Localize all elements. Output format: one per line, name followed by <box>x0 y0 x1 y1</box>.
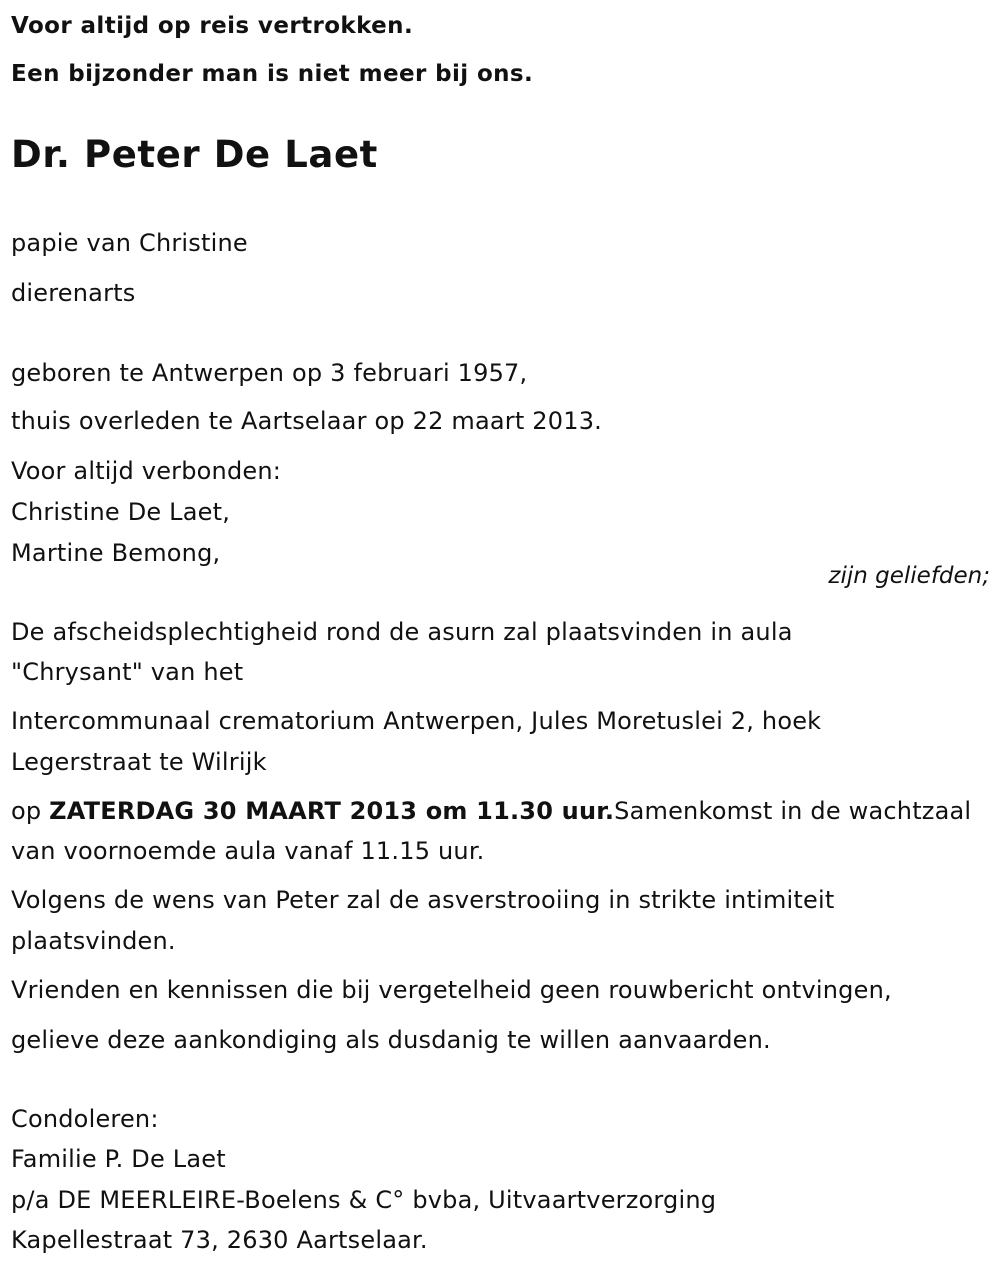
ceremony-date-prefix: op <box>11 797 50 825</box>
ceremony-line-6: van voornoemde aula vanaf 11.15 uur. <box>11 837 485 865</box>
ceremony-line-4: Legerstraat te Wilrijk <box>11 748 267 776</box>
family-member: Martine Bemong, <box>11 539 221 567</box>
birth-text: geboren te Antwerpen op 3 februari 1957, <box>11 359 528 387</box>
death-text: thuis overleden te Aartselaar op 22 maart 2013. <box>11 407 603 435</box>
ceremony-line-1: De afscheidsplechtigheid rond de asurn zal plaatsvinden in aula <box>11 618 793 646</box>
deceased-name: Dr. Peter De Laet <box>11 133 378 176</box>
ceremony-line-2: "Chrysant" van het <box>11 658 244 686</box>
family-closing: zijn geliefden; <box>828 563 990 589</box>
family-heading: Voor altijd verbonden: <box>11 457 282 485</box>
wishes-line-3: Vrienden en kennissen die bij vergetelheid geen rouwbericht ontvingen, <box>11 976 892 1004</box>
relation-text: papie van Christine <box>11 229 248 257</box>
ceremony-date-line <box>11 795 971 827</box>
intro-line-2: Een bijzonder man is niet meer bij ons. <box>11 61 534 87</box>
wishes-line-2: plaatsvinden. <box>11 927 176 955</box>
ceremony-date-suffix: Samenkomst in de wachtzaal <box>614 797 972 825</box>
intro-line-1: Voor altijd op reis vertrokken. <box>11 13 414 39</box>
family-member: Christine De Laet, <box>11 498 231 526</box>
condolences-family: Familie P. De Laet <box>11 1145 226 1173</box>
wishes-line-4: gelieve deze aankondiging als dusdanig te willen aanvaarden. <box>11 1026 771 1054</box>
condolences-address: Kapellestraat 73, 2630 Aartselaar. <box>11 1226 428 1254</box>
condolences-heading: Condoleren: <box>11 1105 159 1133</box>
wishes-line-1: Volgens de wens van Peter zal de asverstrooiing in strikte intimiteit <box>11 886 835 914</box>
condolences-funeral-home: p/a DE MEERLEIRE-Boelens & C° bvba, Uitvaartverzorging <box>11 1186 717 1214</box>
ceremony-date-bold: ZATERDAG 30 MAART 2013 om 11.30 uur. <box>49 797 615 825</box>
profession-text: dierenarts <box>11 279 136 307</box>
ceremony-line-3: Intercommunaal crematorium Antwerpen, Jules Moretuslei 2, hoek <box>11 707 822 735</box>
